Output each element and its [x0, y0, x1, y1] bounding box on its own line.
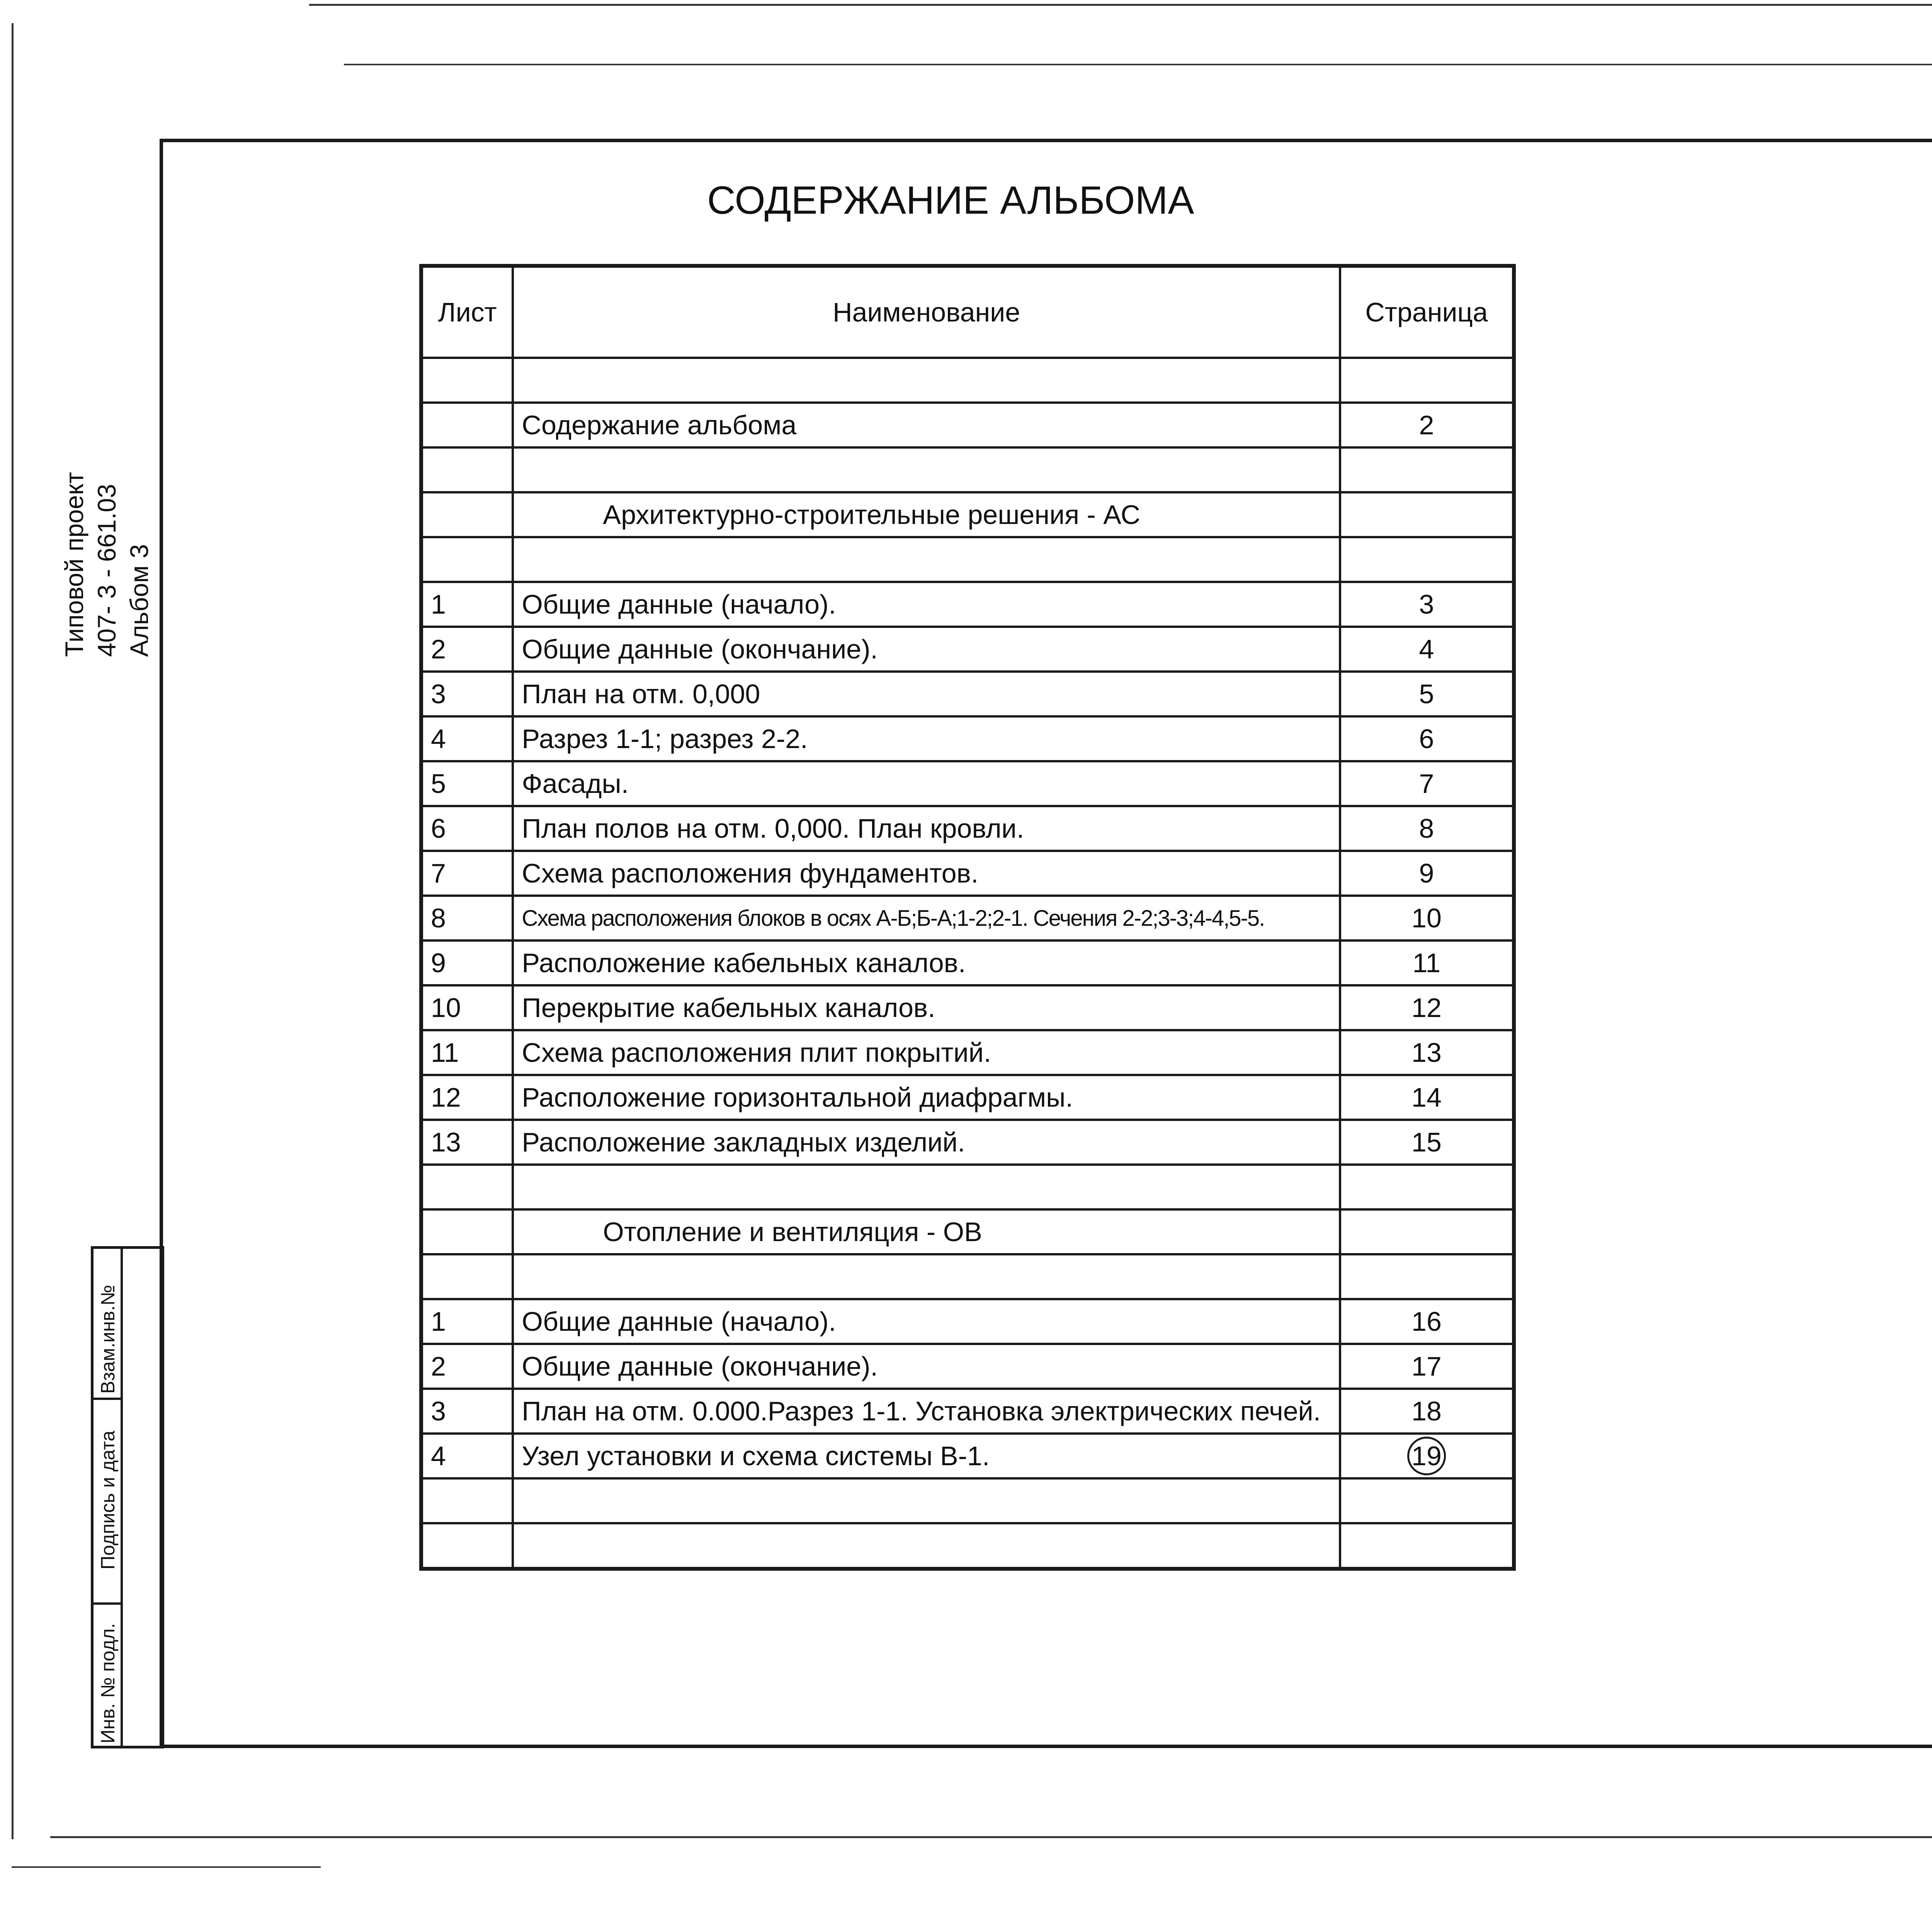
cell-page — [1340, 492, 1514, 537]
cell-page — [1340, 851, 1514, 896]
stamp-divider — [121, 1249, 123, 1746]
cell-sheet — [421, 716, 513, 761]
cell-name — [513, 1075, 1340, 1120]
name-text: Отопление и вентиляция - ОВ — [603, 1217, 982, 1247]
cell-page — [1340, 627, 1514, 672]
page-text: 14 — [1411, 1082, 1442, 1112]
name-text: Расположение кабельных каналов. — [522, 948, 966, 978]
name-text: Архитектурно-строительные решения - АС — [603, 500, 1140, 530]
page-text: 17 — [1411, 1351, 1442, 1381]
side-title-line1: Типовой проект — [60, 472, 88, 657]
table-row — [421, 1254, 1514, 1299]
sheet-text: 7 — [431, 858, 446, 888]
table-row — [421, 1030, 1514, 1075]
table-row — [421, 358, 1514, 403]
cell-name — [513, 1344, 1340, 1389]
cell-sheet — [421, 1389, 513, 1434]
cell-page — [1340, 1478, 1514, 1523]
stamp-label-replacement: Взам.инв.№ — [97, 1285, 119, 1394]
page-text: 8 — [1419, 813, 1434, 844]
page-text: 4 — [1419, 634, 1434, 664]
cell-name — [513, 627, 1340, 672]
sheet-text: 4 — [431, 724, 446, 754]
cell-page — [1340, 1030, 1514, 1075]
cell-page — [1340, 896, 1514, 940]
cell-sheet — [421, 1120, 513, 1165]
side-title-line3: Альбом 3 — [125, 544, 153, 657]
table-row — [421, 447, 1514, 492]
sheet-text: 9 — [431, 948, 446, 978]
table-row — [421, 716, 1514, 761]
cell-name — [513, 582, 1340, 627]
cell-name — [513, 896, 1340, 940]
sheet-text: 13 — [431, 1127, 461, 1157]
cell-page — [1340, 761, 1514, 806]
cell-name — [513, 940, 1340, 985]
cell-sheet — [421, 1165, 513, 1209]
table-row — [421, 1120, 1514, 1165]
cell-sheet — [421, 1030, 513, 1075]
cell-name — [513, 403, 1340, 447]
cell-name — [513, 1299, 1340, 1344]
name-text: Расположение горизонтальной диафрагмы. — [522, 1082, 1073, 1112]
cell-page — [1340, 1075, 1514, 1120]
name-text: Общие данные (окончание). — [522, 634, 878, 664]
cell-page — [1340, 1254, 1514, 1299]
header-name: Наименование — [513, 266, 1340, 358]
top-edge-line — [309, 4, 1932, 6]
table-row — [421, 1299, 1514, 1344]
top-edge-line-2 — [344, 64, 1932, 65]
page-text: 15 — [1411, 1127, 1442, 1157]
cell-name — [513, 492, 1340, 537]
table-header-row — [421, 266, 1514, 358]
cell-sheet — [421, 761, 513, 806]
page-text: 12 — [1411, 993, 1442, 1023]
page-text: 13 — [1411, 1037, 1442, 1068]
cell-page — [1340, 806, 1514, 851]
page-text: 5 — [1419, 679, 1434, 709]
sheet-text: 12 — [431, 1082, 461, 1112]
name-text: Общие данные (окончание). — [522, 1351, 878, 1381]
table-row — [421, 1434, 1514, 1478]
cell-name — [513, 1254, 1340, 1299]
cell-name — [513, 1030, 1340, 1075]
table-row — [421, 896, 1514, 940]
cell-sheet — [421, 1344, 513, 1389]
name-text: Узел установки и схема системы В-1. — [522, 1441, 990, 1471]
table-row — [421, 1344, 1514, 1389]
cell-page — [1340, 403, 1514, 447]
cell-page — [1340, 1120, 1514, 1165]
cell-page — [1340, 672, 1514, 716]
contents-table — [419, 264, 1516, 1571]
cell-sheet — [421, 447, 513, 492]
name-text: Схема расположения блоков в осях А-Б;Б-А;1-2;2-1. Сечения 2-2;3-3;4-4,5-5. — [522, 905, 1265, 931]
table-row — [421, 1478, 1514, 1523]
name-text: Фасады. — [522, 769, 629, 799]
cell-page — [1340, 1389, 1514, 1434]
sheet-text: 4 — [431, 1441, 446, 1471]
name-text: Схема расположения плит покрытий. — [522, 1037, 992, 1068]
cell-sheet — [421, 806, 513, 851]
table-row — [421, 492, 1514, 537]
cell-sheet — [421, 1478, 513, 1523]
sheet-text: 2 — [431, 634, 446, 664]
cell-name — [513, 537, 1340, 582]
table-row — [421, 851, 1514, 896]
table-row — [421, 1523, 1514, 1569]
cell-name — [513, 1523, 1340, 1569]
table-row — [421, 761, 1514, 806]
table-row — [421, 940, 1514, 985]
bottom-edge-line-2 — [12, 1866, 321, 1868]
cell-name — [513, 1120, 1340, 1165]
table-row — [421, 1075, 1514, 1120]
cell-page — [1340, 1344, 1514, 1389]
left-edge-line — [12, 23, 14, 1839]
table-row — [421, 582, 1514, 627]
cell-page — [1340, 1434, 1514, 1478]
cell-name — [513, 851, 1340, 896]
table-row — [421, 1389, 1514, 1434]
cell-name — [513, 358, 1340, 403]
sheet-text: 11 — [431, 1037, 459, 1068]
page-text: 10 — [1411, 903, 1442, 933]
cell-sheet — [421, 1254, 513, 1299]
table-row — [421, 985, 1514, 1030]
sheet-text: 2 — [431, 1351, 446, 1381]
cell-name — [513, 761, 1340, 806]
cell-name — [513, 1478, 1340, 1523]
cell-page — [1340, 985, 1514, 1030]
table-row — [421, 1209, 1514, 1254]
page-text: 3 — [1419, 589, 1434, 619]
sheet-text: 3 — [431, 679, 446, 709]
table-row — [421, 627, 1514, 672]
stamp-separator — [94, 1602, 123, 1605]
cell-sheet — [421, 1523, 513, 1569]
name-text: Схема расположения фундаментов. — [522, 858, 979, 888]
sheet-text: 10 — [431, 993, 461, 1023]
page-text: 19 — [1407, 1437, 1446, 1475]
page-text: 18 — [1411, 1396, 1442, 1426]
name-text: Общие данные (начало). — [522, 589, 836, 619]
sheet-text: 3 — [431, 1396, 446, 1426]
cell-page — [1340, 447, 1514, 492]
cell-name — [513, 672, 1340, 716]
table-row — [421, 537, 1514, 582]
sheet-text: 8 — [431, 903, 446, 933]
page-text: 6 — [1419, 724, 1434, 754]
name-text: Общие данные (начало). — [522, 1306, 836, 1337]
cell-name — [513, 1389, 1340, 1434]
stamp-label-inventory: Инв. № подл. — [97, 1623, 119, 1743]
cell-page — [1340, 1165, 1514, 1209]
cell-name — [513, 985, 1340, 1030]
cell-sheet — [421, 896, 513, 940]
cell-sheet — [421, 940, 513, 985]
page-text: 7 — [1419, 769, 1434, 799]
cell-name — [513, 1434, 1340, 1478]
name-text: Перекрытие кабельных каналов. — [522, 993, 935, 1023]
cell-sheet — [421, 1434, 513, 1478]
name-text: План на отм. 0.000.Разрез 1-1. Установка электрических печей. — [522, 1396, 1321, 1426]
side-title-line2: 407- 3 - 661.03 — [92, 484, 121, 657]
cell-sheet — [421, 1299, 513, 1344]
table-row — [421, 672, 1514, 716]
cell-page — [1340, 1209, 1514, 1254]
cell-sheet — [421, 672, 513, 716]
bottom-edge-line — [50, 1836, 1932, 1838]
cell-name — [513, 716, 1340, 761]
name-text: Разрез 1-1; разрез 2-2. — [522, 724, 808, 754]
name-text: План полов на отм. 0,000. План кровли. — [522, 813, 1024, 844]
sheet-text: 6 — [431, 813, 446, 844]
name-text: Содержание альбома — [522, 410, 797, 440]
name-text: План на отм. 0,000 — [522, 679, 760, 709]
cell-sheet — [421, 537, 513, 582]
cell-sheet — [421, 851, 513, 896]
stamp-label-signature: Подпись и дата — [97, 1430, 119, 1570]
name-text: Расположение закладных изделий. — [522, 1127, 965, 1157]
stamp-separator — [94, 1398, 123, 1400]
sheet-text: 1 — [431, 1306, 446, 1337]
table-row — [421, 403, 1514, 447]
cell-name — [513, 1165, 1340, 1209]
page-text: 16 — [1411, 1306, 1442, 1337]
cell-sheet — [421, 492, 513, 537]
cell-page — [1340, 358, 1514, 403]
cell-page — [1340, 940, 1514, 985]
sheet-text: 5 — [431, 769, 446, 799]
cell-page — [1340, 1299, 1514, 1344]
header-page: Страница — [1340, 266, 1514, 358]
page-title: СОДЕРЖАНИЕ АЛЬБОМА — [707, 178, 1194, 222]
cell-page — [1340, 1523, 1514, 1569]
header-sheet: Лист — [421, 266, 513, 358]
table-row — [421, 1165, 1514, 1209]
page-text: 11 — [1412, 948, 1441, 978]
cell-sheet — [421, 985, 513, 1030]
cell-name — [513, 447, 1340, 492]
cell-name — [513, 1209, 1340, 1254]
table-row — [421, 806, 1514, 851]
cell-page — [1340, 582, 1514, 627]
page-text: 9 — [1419, 858, 1434, 888]
approval-stamp — [91, 1246, 164, 1748]
cell-sheet — [421, 627, 513, 672]
cell-sheet — [421, 403, 513, 447]
cell-sheet — [421, 1075, 513, 1120]
side-title — [58, 472, 155, 657]
page-text: 2 — [1419, 410, 1434, 440]
cell-page — [1340, 537, 1514, 582]
sheet-text: 1 — [431, 589, 446, 619]
cell-sheet — [421, 582, 513, 627]
cell-sheet — [421, 1209, 513, 1254]
cell-name — [513, 806, 1340, 851]
cell-sheet — [421, 358, 513, 403]
cell-page — [1340, 716, 1514, 761]
